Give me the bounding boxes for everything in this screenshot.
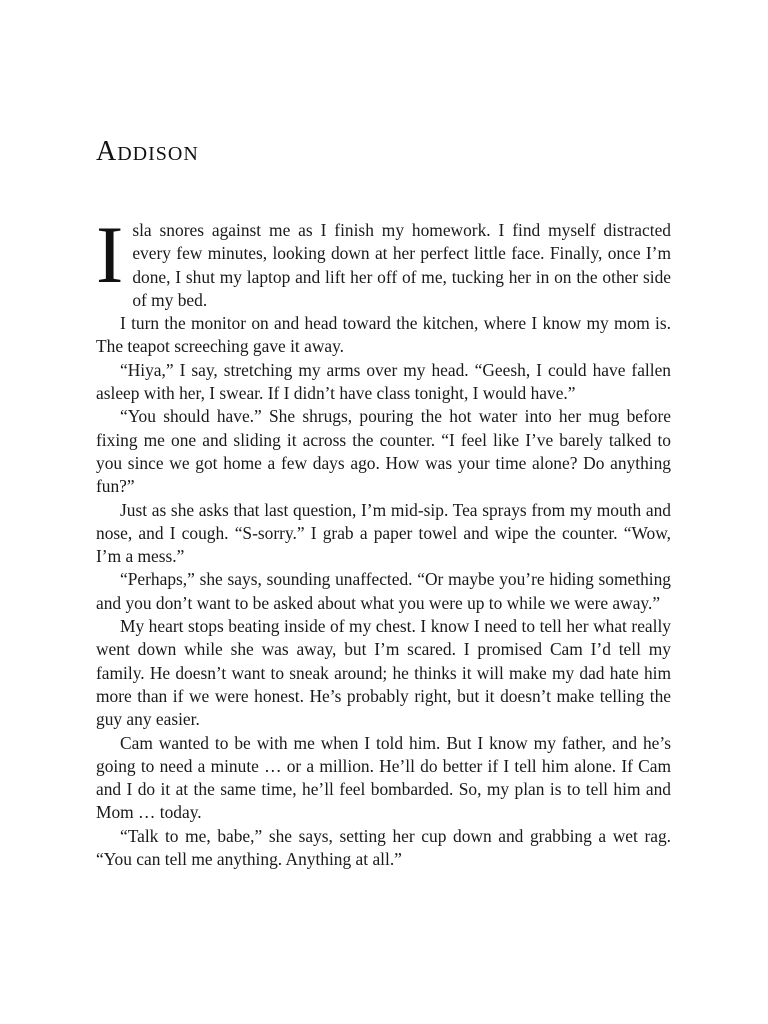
paragraph-7: My heart stops beating inside of my chest. I know I need to tell her what really went down while she was away, but I’m scared. I promised Cam I’d tell my family. He doesn’t want to sneak around; he thinks it will make my dad hate him more than if we were honest. He’s probably right, but it doesn’t make telling the guy any easier.	[96, 616, 671, 730]
paragraph-8: Cam wanted to be with me when I told him. But I know my father, and he’s going to need a minute … or a million. He’ll do better if I tell him alone. If Cam and I do it at the same time, he’ll feel bombarded. So, my plan is to tell him and Mom … today.	[96, 732, 671, 823]
paragraph-6: “Perhaps,” she says, sounding unaffected. “Or maybe you’re hiding something and you don’t want to be asked about what you were up to while we were away.”	[96, 569, 671, 613]
chapter-title: Addison	[96, 136, 199, 167]
paragraph-5: Just as she asks that last question, I’m mid-sip. Tea sprays from my mouth and nose, and I cough. “S-sorry.” I grab a paper towel and wipe the counter. “Wow, I’m a mess.”	[96, 499, 671, 567]
chapter-body	[96, 209, 671, 871]
paragraph-3: “Hiya,” I say, stretching my arms over my head. “Geesh, I could have fallen asleep with her, I swear. If I didn’t have class tonight, I would have.”	[96, 359, 671, 404]
paragraph-9: “Talk to me, babe,” she says, setting her cup down and grabbing a wet rag. “You can tell me anything. Anything at all.”	[96, 825, 671, 870]
book-page	[96, 0, 671, 1024]
paragraph-2: I turn the monitor on and head toward the kitchen, where I know my mom is. The teapot screeching gave it away.	[96, 313, 671, 357]
paragraph-1-text: sla snores against me as I finish my homework. I find myself distracted every few minutes, looking down at her perfect little face. Finally, once I’m done, I shut my laptop and lift her off of me, tucking her in on the other side of my bed.	[132, 220, 671, 310]
paragraph-1	[96, 209, 671, 312]
paragraph-4: “You should have.” She shrugs, pouring the hot water into her mug before fixing me one and sliding it across the counter. “I feel like I’ve barely talked to you since we got home a few days ago. How was your time alone? Do anything fun?”	[96, 406, 671, 497]
drop-cap: I	[96, 209, 124, 300]
